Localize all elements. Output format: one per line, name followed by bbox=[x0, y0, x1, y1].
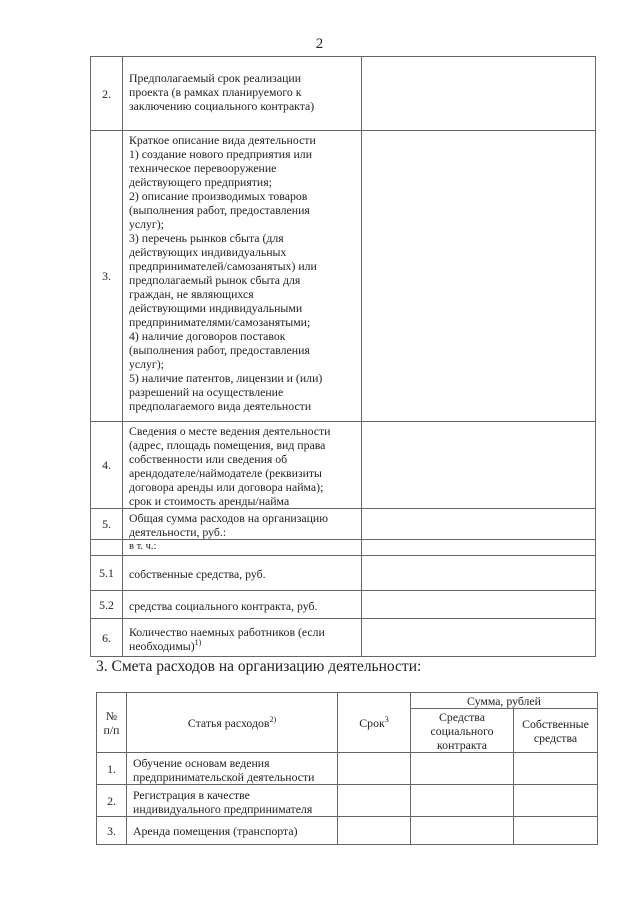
footnote-marker: 1) bbox=[194, 637, 202, 647]
page-number: 2 bbox=[315, 36, 324, 52]
header-item-text: Статья расходов bbox=[187, 715, 270, 730]
row-value[interactable] bbox=[362, 556, 596, 591]
table-row bbox=[97, 753, 598, 785]
row-number: 5. bbox=[91, 509, 123, 540]
row-number: 4. bbox=[91, 422, 123, 509]
row-number: 6. bbox=[91, 619, 123, 657]
row-number bbox=[91, 540, 123, 556]
project-info-table bbox=[90, 56, 596, 657]
social-funds-cell[interactable] bbox=[411, 817, 514, 845]
own-funds-cell[interactable] bbox=[514, 817, 598, 845]
table-row bbox=[91, 591, 596, 619]
row-number: 2. bbox=[97, 785, 127, 817]
term-cell[interactable] bbox=[338, 785, 411, 817]
row-value[interactable] bbox=[362, 619, 596, 657]
row-value[interactable] bbox=[362, 509, 596, 540]
row-value[interactable] bbox=[362, 57, 596, 131]
row-label: Предполагаемый срок реализации проекта (в рамках планируемого к заключению социального контракта) bbox=[123, 57, 362, 131]
expense-item: Аренда помещения (транспорта) bbox=[127, 817, 338, 845]
table-row bbox=[91, 619, 596, 657]
table-row bbox=[91, 131, 596, 422]
table-row bbox=[91, 422, 596, 509]
social-funds-cell[interactable] bbox=[411, 753, 514, 785]
row-value[interactable] bbox=[362, 591, 596, 619]
row-number: 2. bbox=[91, 57, 123, 131]
header-term bbox=[338, 693, 411, 753]
own-funds-cell[interactable] bbox=[514, 753, 598, 785]
row-number: 3. bbox=[97, 817, 127, 845]
term-cell[interactable] bbox=[338, 753, 411, 785]
table-header-row bbox=[97, 693, 598, 709]
row-label: в т. ч.: bbox=[123, 540, 362, 556]
row-value[interactable] bbox=[362, 131, 596, 422]
header-item bbox=[127, 693, 338, 753]
row-label: средства социального контракта, руб. bbox=[123, 591, 362, 619]
header-number: № п/п bbox=[97, 693, 127, 753]
row-label: собственные средства, руб. bbox=[123, 556, 362, 591]
row-number: 5.2 bbox=[91, 591, 123, 619]
section-3-title: 3. Смета расходов на организацию деятельности: bbox=[96, 658, 422, 675]
row-number: 3. bbox=[91, 131, 123, 422]
table-row bbox=[91, 509, 596, 540]
row-label: Сведения о месте ведения деятельности (адрес, площадь помещения, вид права собственности или сведения об арендодателе/наймодателе (реквизиты договора аренды или договора найма); срок и стоимость аренды/найма bbox=[123, 422, 362, 509]
own-funds-cell[interactable] bbox=[514, 785, 598, 817]
table-row bbox=[91, 556, 596, 591]
header-social-funds: Средства социального контракта bbox=[411, 709, 514, 753]
row-number: 5.1 bbox=[91, 556, 123, 591]
expense-item: Обучение основам ведения предпринимательской деятельности bbox=[127, 753, 338, 785]
row-value[interactable] bbox=[362, 422, 596, 509]
footnote-marker: 3 bbox=[384, 714, 389, 724]
social-funds-cell[interactable] bbox=[411, 785, 514, 817]
table-row bbox=[97, 817, 598, 845]
row-value[interactable] bbox=[362, 540, 596, 556]
row-label: Общая сумма расходов на организацию деятельности, руб.: bbox=[123, 509, 362, 540]
row-label: Краткое описание вида деятельности 1) создание нового предприятия или техническое перевооружение действующего предприятия; 2) описание производимых товаров (выполнения работ, предоставления услуг); 3) перечень рынков сбыта (для действующих индивидуальных предпринимателей/самозанятых) или предполагаемый рынок сбыта для граждан, не являющихся действующими индивидуальными предпринимателями/самозанятыми; 4) наличие договоров поставок (выполнения работ, предоставления услуг); 5) наличие патентов, лицензии и (или) разрешений на осуществление предполагаемого вида деятельности bbox=[123, 131, 362, 422]
header-sum: Сумма, рублей bbox=[411, 693, 598, 709]
term-cell[interactable] bbox=[338, 817, 411, 845]
expense-item: Регистрация в качестве индивидуального предпринимателя bbox=[127, 785, 338, 817]
row-label bbox=[123, 619, 362, 657]
table-row bbox=[91, 57, 596, 131]
row-label-text: Количество наемных работников (если необходимы) bbox=[129, 624, 325, 653]
row-number: 1. bbox=[97, 753, 127, 785]
expense-estimate-table bbox=[96, 692, 598, 845]
header-own-funds: Собственные средства bbox=[514, 709, 598, 753]
footnote-marker: 2) bbox=[269, 714, 277, 724]
table-row bbox=[97, 785, 598, 817]
header-term-text: Срок bbox=[359, 715, 385, 730]
table-row bbox=[91, 540, 596, 556]
